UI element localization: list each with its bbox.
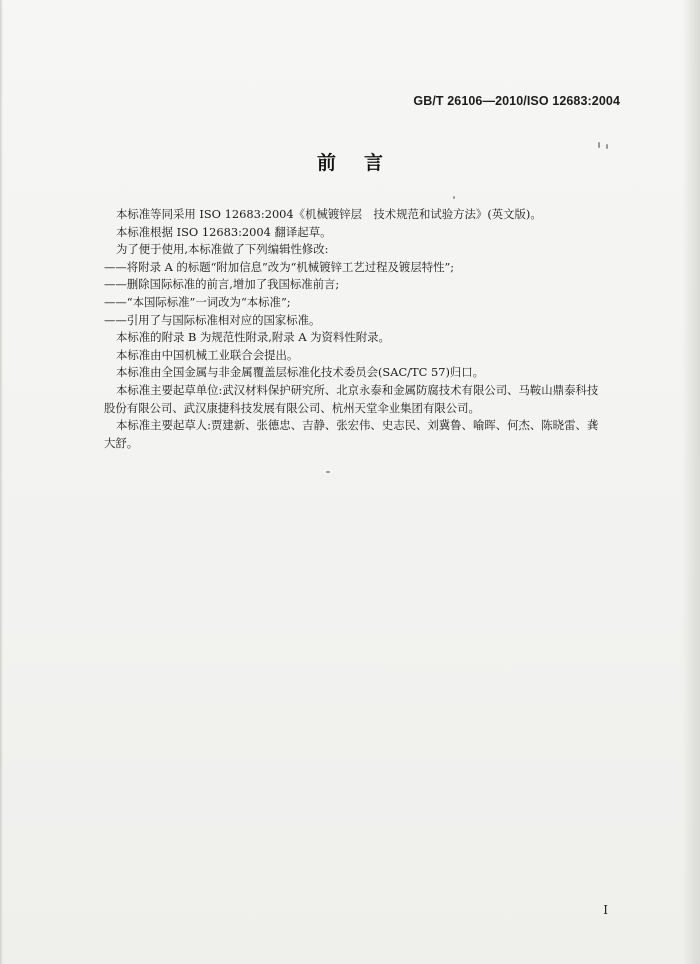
scan-speck: [598, 142, 600, 148]
list-item-edit: ——引用了与国际标准相对应的国家标准。: [104, 312, 321, 327]
paragraph-annexes: 本标准的附录 B 为规范性附录,附录 A 为资料性附录。: [116, 330, 390, 345]
page-title: 前言: [316, 152, 411, 174]
page-number: I: [603, 903, 608, 917]
list-item-edit: ——将附录 A 的标题“附加信息”改为“机械镀锌工艺过程及镀层特性”;: [104, 259, 455, 274]
scan-speck: [606, 144, 608, 149]
preface-body: [104, 206, 604, 452]
scan-edge-right: [682, 0, 700, 964]
paragraph-drafting-units: 本标准主要起草单位:武汉材料保护研究所、北京永泰和金属防腐技术有限公司、马鞍山鼎泰科技股份有限公司、武汉康捷科技发展有限公司、杭州天堂伞业集团有限公司。: [104, 382, 599, 415]
scan-edge-left: [0, 0, 3, 964]
scan-speck: [453, 196, 455, 199]
paragraph-edits-intro: 为了便于使用,本标准做了下列编辑性修改:: [116, 242, 329, 257]
paragraph-proposer: 本标准由中国机械工业联合会提出。: [116, 347, 299, 362]
scan-speck: [326, 471, 330, 473]
standard-code-header: GB/T 26106—2010/ISO 12683:2004: [413, 94, 620, 108]
paragraph-drafters: 本标准主要起草人:贾建新、张德忠、吉静、张宏伟、史志民、刘冀鲁、喻晖、何杰、陈晓雷、龚大舒。: [104, 418, 599, 450]
paragraph-translation: 本标准根据 ISO 12683:2004 翻译起草。: [116, 224, 332, 239]
paragraph-adoption: 本标准等同采用 ISO 12683:2004《机械镀锌层 技术规范和试验方法》(英文版)。: [116, 207, 542, 221]
list-item-edit: ——删除国际标准的前言,增加了我国标准前言;: [104, 277, 340, 292]
paragraph-committee: 本标准由全国金属与非金属覆盖层标准化技术委员会(SAC/TC 57)归口。: [116, 365, 485, 380]
list-item-edit: ——“本国际标准”一词改为“本标准”;: [104, 294, 291, 309]
